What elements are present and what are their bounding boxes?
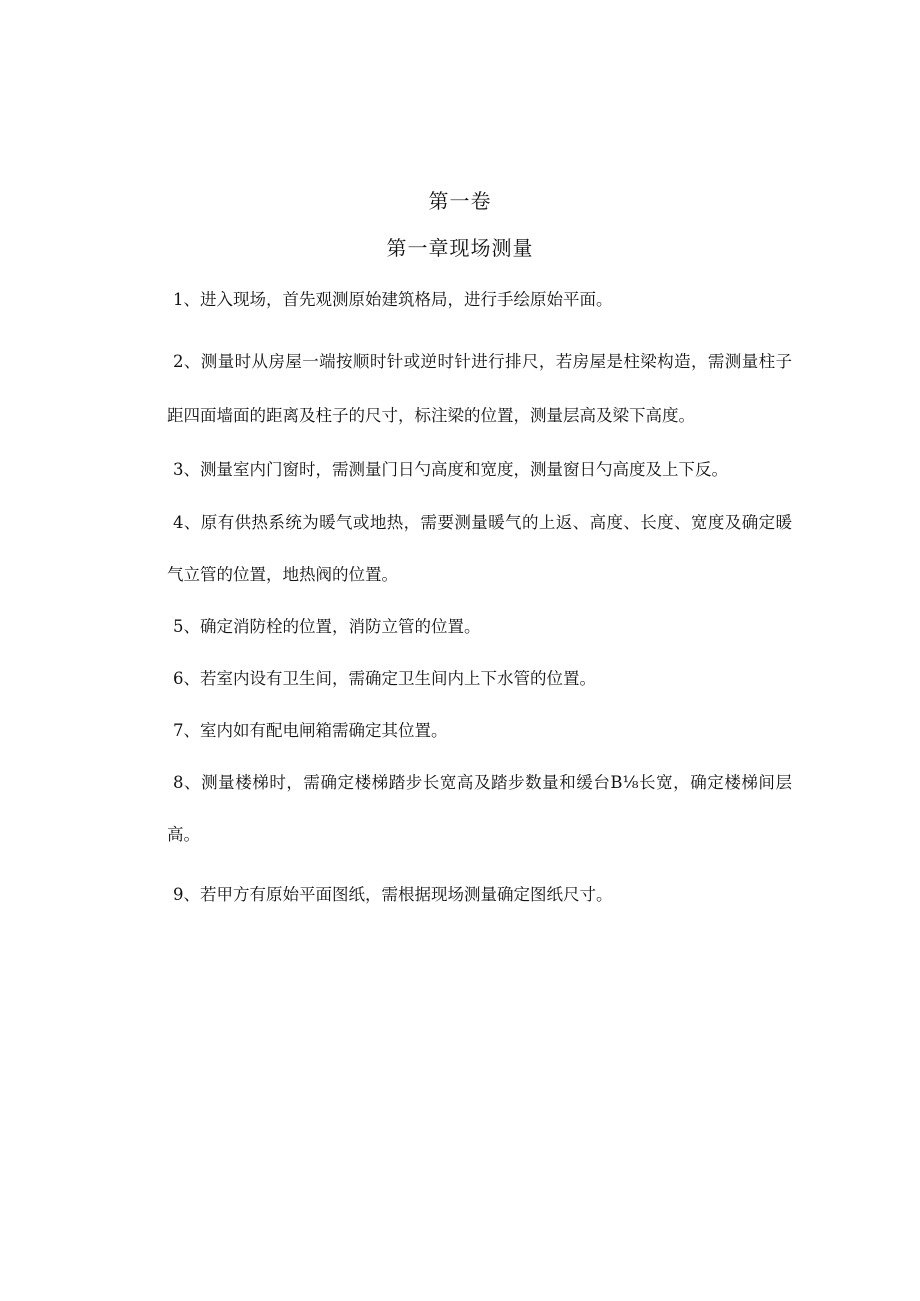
paragraph-3: 3、测量室内门窗时，需测量门日勺高度和宽度，测量窗日勺高度及上下反。 [173,460,728,479]
chapter-title: 第一章现场测量 [386,236,534,260]
paragraph-6: 6、若室内设有卫生间，需确定卫生间内上下水管的位置。 [173,669,596,688]
document-body [167,283,792,921]
paragraph-1: 1、进入现场，首先观测原始建筑格局，进行手绘原始平面。 [173,290,613,309]
paragraph-8: 8、测量楼梯时，需确定楼梯踏步长宽高及踏步数量和缓台B⅛长宽，确定楼梯间层高。 [167,773,792,844]
volume-title: 第一卷 [428,189,492,213]
paragraph-7: 7、室内如有配电闸箱需确定其位置。 [173,721,448,740]
paragraph-2: 2、测量时从房屋一端按顺时针或逆时针进行排尺，若房屋是柱梁构造，需测量柱子距四面墙面的距离及柱子的尺寸，标注梁的位置，测量层高及梁下高度。 [167,352,792,425]
paragraph-5: 5、确定消防栓的位置，消防立管的位置。 [173,617,481,636]
paragraph-9: 9、若甲方有原始平面图纸，需根据现场测量确定图纸尺寸。 [173,885,613,904]
paragraph-4: 4、原有供热系统为暖气或地热，需要测量暖气的上返、高度、长度、宽度及确定暖气立管的位置，地热阀的位置。 [167,513,792,584]
